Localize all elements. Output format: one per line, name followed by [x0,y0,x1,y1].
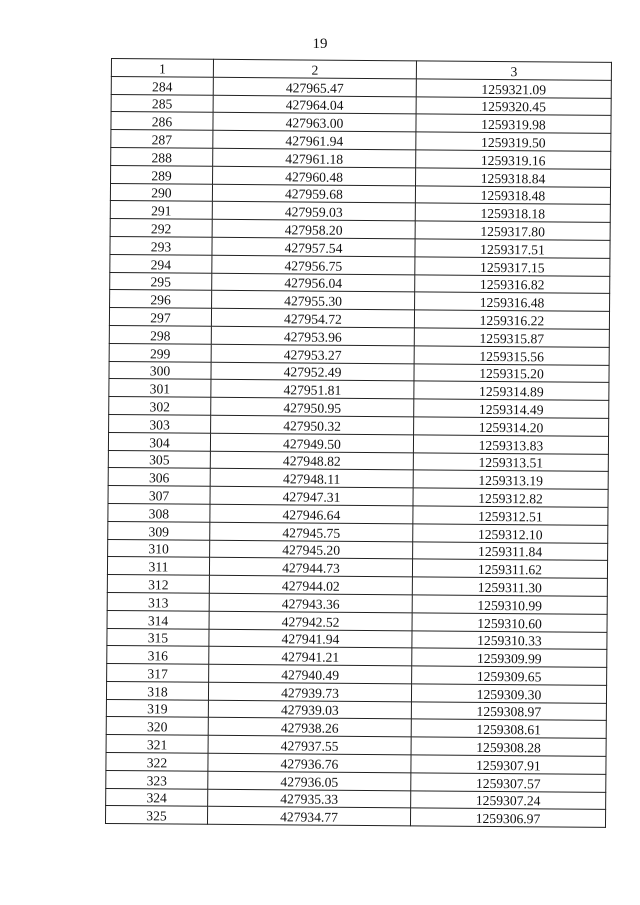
y-coordinate-cell: 1259306.97 [410,808,605,827]
x-coordinate-cell: 427945.20 [210,540,413,559]
x-coordinate-cell: 427935.33 [208,789,411,808]
y-coordinate-cell: 1259310.33 [412,630,607,649]
x-coordinate-cell: 427958.20 [212,219,415,238]
x-coordinate-cell: 427936.05 [208,771,411,790]
x-coordinate-cell: 427961.94 [213,130,416,149]
y-coordinate-cell: 1259315.56 [414,346,609,365]
y-coordinate-cell: 1259314.89 [414,381,609,400]
x-coordinate-cell: 427936.76 [208,753,411,772]
point-number-cell: 310 [108,539,210,558]
x-coordinate-cell: 427964.04 [213,95,416,114]
point-number-cell: 319 [106,699,208,718]
y-coordinate-cell: 1259308.28 [411,737,606,756]
point-number-cell: 317 [107,664,209,683]
x-coordinate-cell: 427949.50 [210,433,413,452]
point-number-cell: 314 [107,610,209,629]
x-coordinate-cell: 427948.82 [210,451,413,470]
x-coordinate-cell: 427948.11 [210,469,413,488]
y-coordinate-cell: 1259312.51 [413,506,608,525]
y-coordinate-cell: 1259312.10 [413,524,608,543]
y-coordinate-cell: 1259314.20 [414,417,609,436]
x-coordinate-cell: 427952.49 [211,362,414,381]
point-number-cell: 324 [106,788,208,807]
point-number-cell: 288 [111,147,213,166]
y-coordinate-cell: 1259312.82 [413,488,608,507]
y-coordinate-cell: 1259308.61 [411,719,606,738]
point-number-cell: 318 [106,681,208,700]
x-coordinate-cell: 427955.30 [212,291,415,310]
x-coordinate-cell: 427944.73 [209,558,412,577]
point-number-cell: 306 [108,468,210,487]
table-body [105,76,611,827]
page-number: 19 [312,36,328,52]
point-number-cell: 311 [107,557,209,576]
y-coordinate-cell: 1259313.19 [413,470,608,489]
y-coordinate-cell: 1259316.22 [414,310,609,329]
y-coordinate-cell: 1259309.30 [411,684,606,703]
point-number-cell: 287 [111,130,213,149]
y-coordinate-cell: 1259310.99 [412,595,607,614]
x-coordinate-cell: 427934.77 [207,807,410,826]
y-coordinate-cell: 1259311.62 [412,559,607,578]
point-number-cell: 308 [108,503,210,522]
x-coordinate-cell: 427947.31 [210,486,413,505]
x-coordinate-cell: 427938.26 [208,718,411,737]
x-coordinate-cell: 427959.68 [212,184,415,203]
point-number-cell: 320 [106,717,208,736]
x-coordinate-cell: 427960.48 [213,166,416,185]
y-coordinate-cell: 1259316.48 [415,292,610,311]
x-coordinate-cell: 427939.03 [208,700,411,719]
y-coordinate-cell: 1259318.18 [415,203,610,222]
y-coordinate-cell: 1259307.57 [411,773,606,792]
point-number-cell: 295 [110,272,212,291]
y-coordinate-cell: 1259317.15 [415,257,610,276]
y-coordinate-cell: 1259319.50 [416,132,611,151]
point-number-cell: 289 [111,165,213,184]
point-number-cell: 293 [110,236,212,255]
point-number-cell: 312 [107,575,209,594]
y-coordinate-cell: 1259318.48 [415,185,610,204]
point-number-cell: 294 [110,254,212,273]
column-header-3: 3 [416,61,611,80]
point-number-cell: 307 [108,486,210,505]
point-number-cell: 299 [109,343,211,362]
x-coordinate-cell: 427943.36 [209,593,412,612]
x-coordinate-cell: 427953.96 [211,326,414,345]
y-coordinate-cell: 1259315.20 [414,363,609,382]
y-coordinate-cell: 1259313.83 [413,435,608,454]
y-coordinate-cell: 1259311.30 [412,577,607,596]
column-header-1: 1 [111,59,213,78]
x-coordinate-cell: 427954.72 [211,308,414,327]
y-coordinate-cell: 1259319.98 [416,114,611,133]
x-coordinate-cell: 427965.47 [213,77,416,96]
x-coordinate-cell: 427951.81 [211,380,414,399]
point-number-cell: 298 [109,325,211,344]
coordinates-table [105,58,612,828]
y-coordinate-cell: 1259311.84 [413,541,608,560]
point-number-cell: 321 [106,735,208,754]
y-coordinate-cell: 1259321.09 [416,79,611,98]
y-coordinate-cell: 1259318.84 [416,168,611,187]
y-coordinate-cell: 1259315.87 [414,328,609,347]
point-number-cell: 285 [111,94,213,113]
point-number-cell: 297 [109,308,211,327]
point-number-cell: 323 [106,770,208,789]
x-coordinate-cell: 427957.54 [212,237,415,256]
point-number-cell: 286 [111,112,213,131]
point-number-cell: 300 [109,361,211,380]
point-number-cell: 301 [109,379,211,398]
x-coordinate-cell: 427956.75 [212,255,415,274]
y-coordinate-cell: 1259317.51 [415,239,610,258]
column-header-2: 2 [213,59,416,78]
x-coordinate-cell: 427961.18 [213,148,416,167]
x-coordinate-cell: 427963.00 [213,113,416,132]
point-number-cell: 313 [107,592,209,611]
y-coordinate-cell: 1259309.99 [412,648,607,667]
y-coordinate-cell: 1259310.60 [412,613,607,632]
point-number-cell: 290 [110,183,212,202]
x-coordinate-cell: 427945.75 [210,522,413,541]
point-number-cell: 304 [108,432,210,451]
y-coordinate-cell: 1259313.51 [413,452,608,471]
x-coordinate-cell: 427944.02 [209,575,412,594]
point-number-cell: 322 [106,753,208,772]
x-coordinate-cell: 427942.52 [209,611,412,630]
point-number-cell: 325 [105,806,207,825]
point-number-cell: 302 [109,397,211,416]
point-number-cell: 284 [111,76,213,95]
x-coordinate-cell: 427959.03 [212,202,415,221]
x-coordinate-cell: 427956.04 [212,273,415,292]
point-number-cell: 296 [110,290,212,309]
x-coordinate-cell: 427937.55 [208,736,411,755]
x-coordinate-cell: 427941.21 [209,647,412,666]
point-number-cell: 303 [109,414,211,433]
x-coordinate-cell: 427946.64 [210,504,413,523]
x-coordinate-cell: 427953.27 [211,344,414,363]
y-coordinate-cell: 1259307.24 [411,791,606,810]
y-coordinate-cell: 1259316.82 [415,274,610,293]
coordinates-table-container [105,58,611,828]
x-coordinate-cell: 427950.32 [211,415,414,434]
point-number-cell: 305 [108,450,210,469]
x-coordinate-cell: 427950.95 [211,397,414,416]
point-number-cell: 316 [107,646,209,665]
y-coordinate-cell: 1259319.16 [416,150,611,169]
point-number-cell: 315 [107,628,209,647]
y-coordinate-cell: 1259314.49 [414,399,609,418]
x-coordinate-cell: 427940.49 [209,664,412,683]
y-coordinate-cell: 1259317.80 [415,221,610,240]
point-number-cell: 292 [110,219,212,238]
y-coordinate-cell: 1259320.45 [416,96,611,115]
y-coordinate-cell: 1259309.65 [412,666,607,685]
point-number-cell: 309 [108,521,210,540]
y-coordinate-cell: 1259307.91 [411,755,606,774]
table-row [105,806,605,828]
point-number-cell: 291 [110,201,212,220]
x-coordinate-cell: 427941.94 [209,629,412,648]
x-coordinate-cell: 427939.73 [208,682,411,701]
y-coordinate-cell: 1259308.97 [411,702,606,721]
